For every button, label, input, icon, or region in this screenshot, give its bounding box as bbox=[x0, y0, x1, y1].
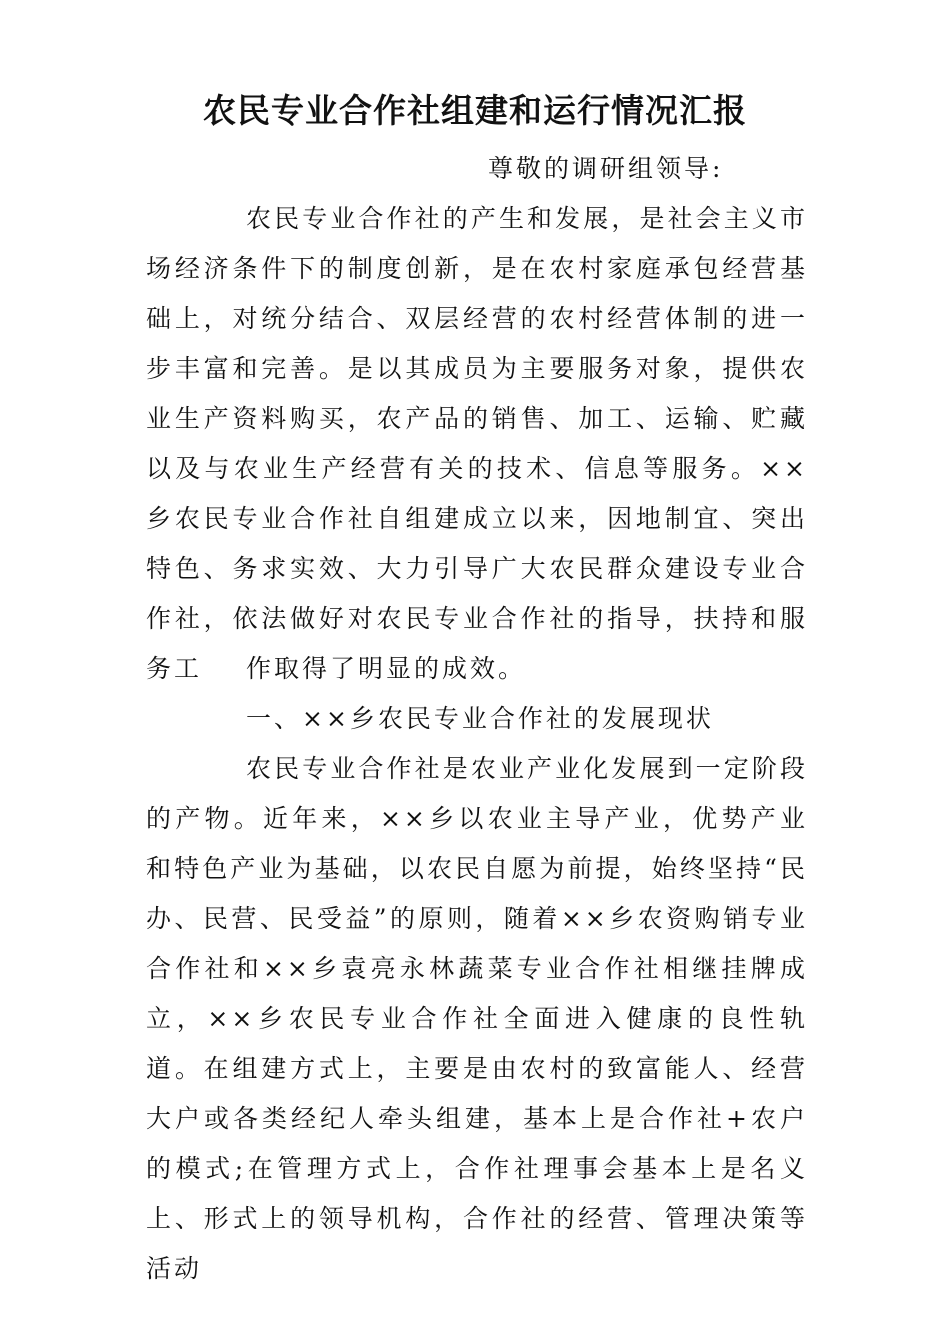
paragraph: 农民专业合作社是农业产业化发展到一定阶段的产物。近年来，××乡以农业主导产业，优势产业和特色产业为基础，以农民自愿为前提，始终坚持“民办、民营、民受益”的原则，随着××乡农资购销专业合作社和××乡袁亮永林蔬菜专业合作社相继挂牌成立，××乡农民专业合作社全面进入健康的良性轨道。在组建方式上，主要是由农村的致富能人、经营大户或各类经纪人牵头组建，基本上是合作社+农户的模式;在管理方式上，合作社理事会基本上是名义上、形式上的领导机构，合作社的经营、管理决策等活动 bbox=[146, 754, 808, 1283]
document-title: 农民专业合作社组建和运行情况汇报 bbox=[203, 91, 747, 130]
section-heading: 一、××乡农民专业合作社的发展现状 bbox=[246, 704, 714, 733]
paragraph: 农民专业合作社的产生和发展，是社会主义市场经济条件下的制度创新，是在农村家庭承包经营基础上，对统分结合、双层经营的农村经营体制的进一步丰富和完善。是以其成员为主要服务对象，提供农业生产资料购买，农产品的销售、加工、运输、贮藏以及与农业生产经营有关的技术、信息等服务。××乡农民专业合作社自组建成立以来，因地制宜、突出特色、务求实效、大力引导广大农民群众建设专业合作社，依法做好对农民专业合作社的指导，扶持和服务工 bbox=[146, 204, 808, 683]
salutation: 尊敬的调研组领导: bbox=[488, 154, 724, 183]
paragraph-continuation: 作取得了明显的成效。 bbox=[246, 654, 527, 683]
